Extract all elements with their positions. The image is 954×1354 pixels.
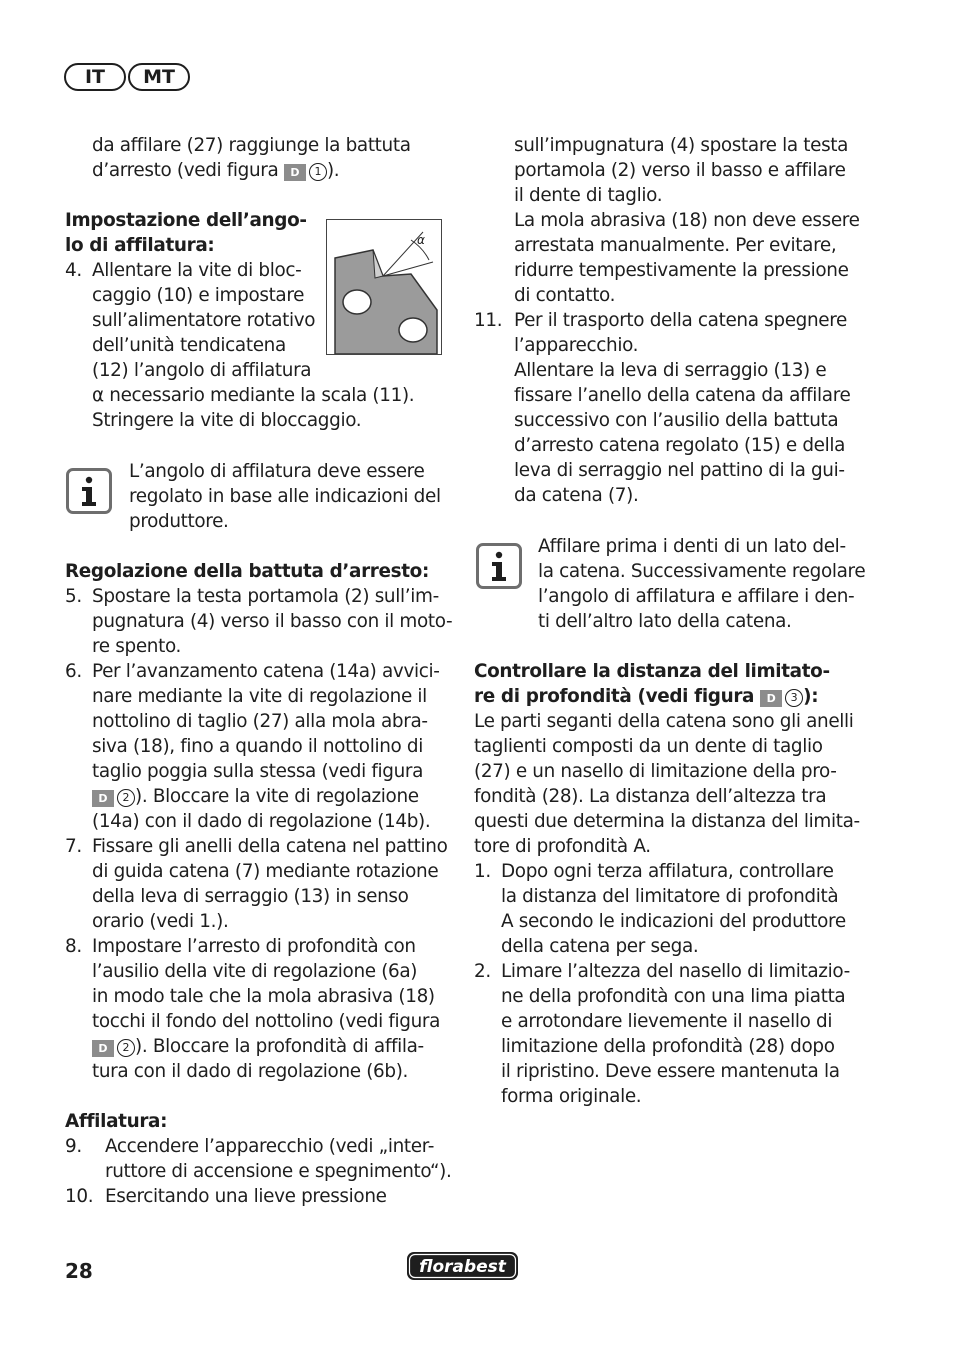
item-4-line: α necessario mediante la scala (11). — [92, 385, 415, 406]
depth-item-1-line: Dopo ogni terza affilatura, controllare — [501, 861, 834, 882]
note-line: Affilare prima i denti di un lato del- — [538, 536, 846, 557]
info-icon — [66, 468, 112, 514]
item-7-line: della leva di serraggio (13) in senso — [92, 886, 409, 907]
note-line: l’angolo di affilatura e affilare i den- — [538, 586, 855, 607]
figure-ref-number: 2 — [117, 789, 135, 807]
item-10-cont-line: sull’impugnatura (4) spostare la testa — [514, 135, 849, 156]
item-10-cont-line: portamola (2) verso il basso e affilare — [514, 160, 846, 181]
depth-item-1-line: A secondo le indicazioni del produttore — [501, 911, 846, 932]
item-5-line: Spostare la testa portamola (2) sull’im- — [92, 586, 439, 607]
depth-item-2-line: Limare l’altezza del nasello di limitazio- — [501, 961, 850, 982]
angle-alpha-label: α — [417, 233, 425, 247]
item-4-line: Allentare la vite di bloc- — [92, 260, 302, 281]
section-heading-angle: Impostazione dell’ango- — [65, 210, 307, 231]
depth-para-line: fondità (28). La distanza dell’altezza tra — [474, 786, 827, 807]
item-10-cont-line: La mola abrasiva (18) non deve essere — [514, 210, 860, 231]
figure-ref-box: D — [92, 790, 114, 807]
item-7-line: orario (vedi 1.). — [92, 911, 229, 932]
item-6-line: nottolino di taglio (27) alla mola abra- — [92, 711, 428, 732]
item-11-line: da catena (7). — [514, 485, 639, 506]
note-line: produttore. — [129, 511, 229, 532]
section-heading-sharpening: Affilatura: — [65, 1111, 168, 1132]
item-10-cont-line: di contatto. — [514, 285, 616, 306]
list-number-11: 11. — [474, 310, 503, 331]
item-5-line: re spento. — [92, 636, 182, 657]
item-9-line: Accendere l’apparecchio (vedi „inter- — [105, 1136, 435, 1157]
list-number-9: 9. — [65, 1136, 82, 1157]
depth-item-2-line: forma originale. — [501, 1086, 642, 1107]
depth-item-2-line: limitazione della profondità (28) dopo — [501, 1036, 835, 1057]
figure-ref-number: 1 — [309, 163, 327, 181]
info-icon — [476, 543, 522, 589]
item-7-line: di guida catena (7) mediante rotazione — [92, 861, 439, 882]
note-line: L’angolo di affilatura deve essere — [129, 461, 425, 482]
depth-para-line: (27) e un nasello di limitazione della pro- — [474, 761, 837, 782]
item-6-line: Per l’avanzamento catena (14a) avvici- — [92, 661, 440, 682]
item-4-line: caggio (10) e impostare — [92, 285, 305, 306]
page-number: 28 — [65, 1259, 93, 1283]
section-heading-stop: Regolazione della battuta d’arresto: — [65, 561, 429, 582]
item-4-line: (12) l’angolo di affilatura — [92, 360, 312, 381]
list-number-6: 6. — [65, 661, 82, 682]
item-6-line: (14a) con il dado di regolazione (14b). — [92, 811, 431, 832]
item-7-line: Fissare gli anelli della catena nel pattino — [92, 836, 448, 857]
list-number-7: 7. — [65, 836, 82, 857]
item-11-line: l’apparecchio. — [514, 335, 639, 356]
brand-logo — [406, 1251, 519, 1281]
intro-line-2: d’arresto (vedi figura D 1 ). — [92, 160, 340, 181]
figure-ref-number: 3 — [785, 689, 803, 707]
depth-para-line: questi due determina la distanza del limita- — [474, 811, 860, 832]
list-number-5: 5. — [65, 586, 82, 607]
item-8-line: in modo tale che la mola abrasiva (18) — [92, 986, 435, 1007]
figure-ref-box: D — [760, 690, 782, 707]
item-4-line: dell’unità tendicatena — [92, 335, 286, 356]
figure-ref-box: D — [284, 164, 306, 181]
item-9-line: ruttore di accensione e spegnimento“). — [105, 1161, 452, 1182]
depth-para-line: Le parti seganti della catena sono gli anelli — [474, 711, 854, 732]
item-8-line: l’ausilio della vite di regolazione (6a) — [92, 961, 418, 982]
list-number-2: 2. — [474, 961, 491, 982]
note-line: regolato in base alle indicazioni del — [129, 486, 441, 507]
note-line: ti dell’altro lato della catena. — [538, 611, 792, 632]
item-10-cont-line: il dente di taglio. — [514, 185, 663, 206]
item-6-line: siva (18), fino a quando il nottolino di — [92, 736, 424, 757]
item-10-line: Esercitando una lieve pressione — [105, 1186, 387, 1207]
item-4-line: sull’alimentatore rotativo — [92, 310, 316, 331]
figure-ref-box: D — [92, 1040, 114, 1057]
svg-text:florabest: florabest — [419, 1257, 506, 1277]
list-number-10: 10. — [65, 1186, 94, 1207]
item-8-line: tocchi il fondo del nottolino (vedi figura — [92, 1011, 441, 1032]
language-badge-it: IT — [64, 63, 126, 91]
item-11-line: successivo con l’ausilio della battuta — [514, 410, 839, 431]
item-8-line: Impostare l’arresto di profondità con — [92, 936, 416, 957]
intro-line-1: da affilare (27) raggiunge la battuta — [92, 135, 411, 156]
depth-para-line: tore di profondità A. — [474, 836, 651, 857]
depth-item-1-line: della catena per sega. — [501, 936, 699, 957]
item-11-line: Allentare la leva di serraggio (13) e — [514, 360, 827, 381]
section-heading-depth: Controllare la distanza del limitato- — [474, 661, 830, 682]
depth-item-2-line: il ripristino. Deve essere mantenuta la — [501, 1061, 840, 1082]
item-5-line: pugnatura (4) verso il basso con il moto- — [92, 611, 453, 632]
section-heading-angle-2: lo di affilatura: — [65, 235, 215, 256]
depth-para-line: taglienti composti da un dente di taglio — [474, 736, 823, 757]
item-6-line: nare mediante la vite di regolazione il — [92, 686, 427, 707]
list-number-8: 8. — [65, 936, 82, 957]
item-6-line: taglio poggia sulla stessa (vedi figura — [92, 761, 424, 782]
item-10-cont-line: arrestata manualmente. Per evitare, — [514, 235, 837, 256]
list-number-1: 1. — [474, 861, 491, 882]
item-11-line: Per il trasporto della catena spegnere — [514, 310, 848, 331]
item-11-line: fissare l’anello della catena da affilare — [514, 385, 851, 406]
item-11-line: d’arresto catena regolato (15) e della — [514, 435, 846, 456]
item-8-line: D 2 ). Bloccare la profondità di affila- — [92, 1034, 424, 1059]
item-8-line: tura con il dado di regolazione (6b). — [92, 1061, 409, 1082]
item-4-line: Stringere la vite di bloccaggio. — [92, 410, 362, 431]
language-badge-mt: MT — [128, 63, 190, 91]
chain-link-figure — [326, 219, 442, 355]
section-heading-depth-2: re di profondità (vedi figura D 3 ): — [474, 686, 819, 707]
figure-ref-number: 2 — [117, 1039, 135, 1057]
note-line: la catena. Successivamente regolare — [538, 561, 866, 582]
depth-item-2-line: ne della profondità con una lima piatta — [501, 986, 846, 1007]
list-number-4: 4. — [65, 260, 82, 281]
depth-item-1-line: la distanza del limitatore di profondità — [501, 886, 839, 907]
item-6-line: D 2 ). Bloccare la vite di regolazione — [92, 784, 419, 809]
item-11-line: leva di serraggio nel pattino di la gui- — [514, 460, 845, 481]
depth-item-2-line: e arrotondare lievemente il nasello di — [501, 1011, 833, 1032]
item-10-cont-line: ridurre tempestivamente la pressione — [514, 260, 849, 281]
